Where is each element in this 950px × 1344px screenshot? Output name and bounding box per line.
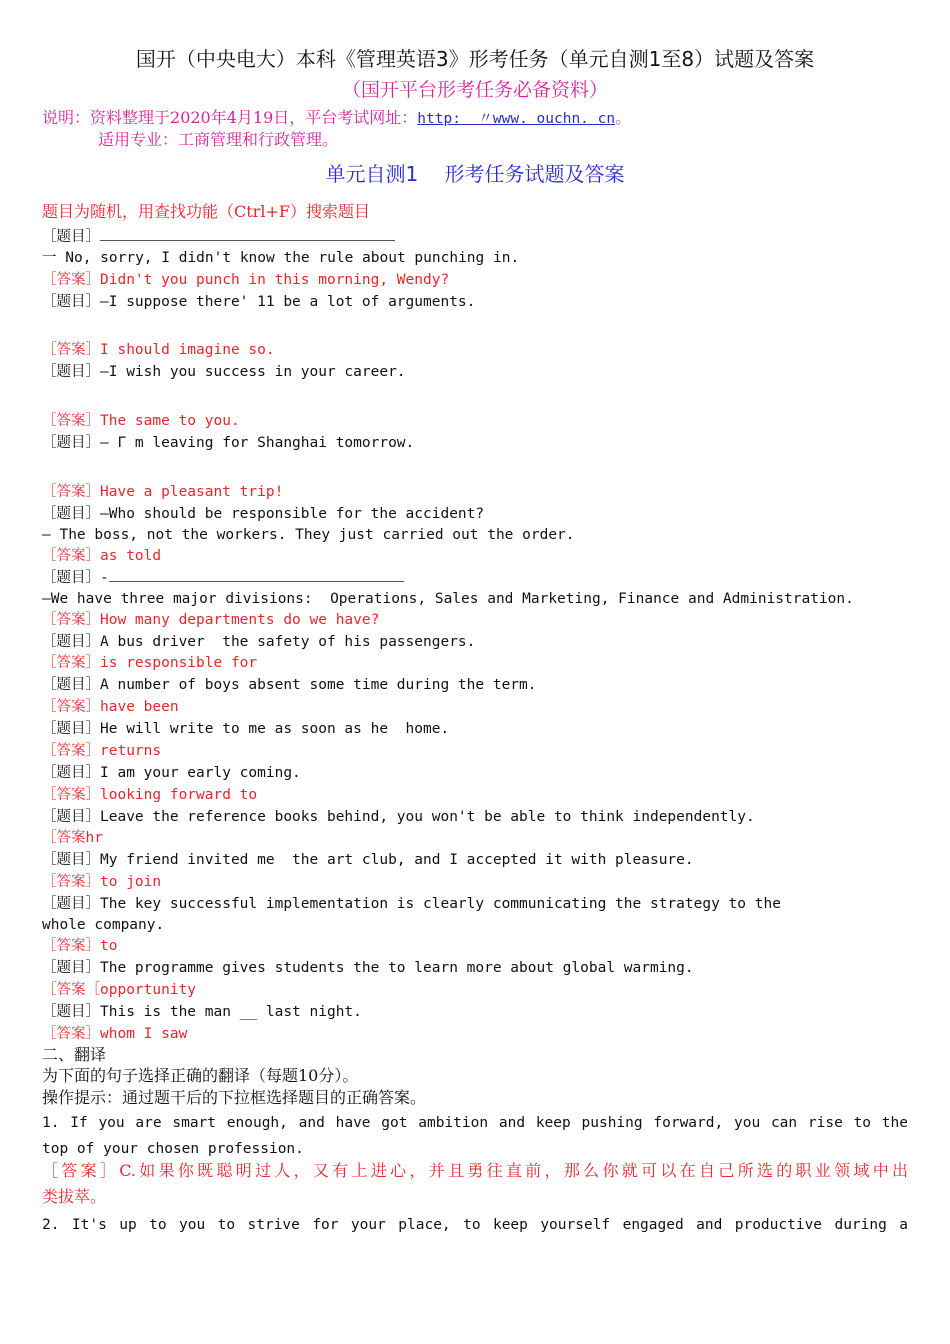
- question-text: A number of boys absent some time during the term.: [100, 677, 537, 693]
- answer-text: I should imagine so.: [100, 342, 275, 358]
- question-line: [42, 807, 755, 827]
- question-text: —I suppose there' 11 be a lot of arguments.: [100, 294, 476, 310]
- translation-answer-1: ［答案］C.如果你既聪明过人，又有上进心，并且勇往直前，那么你就可以在自己所选的职业领域中出: [42, 1161, 908, 1180]
- question-label: ［题目］: [42, 765, 100, 781]
- question-text: — Γ m leaving for Shanghai tomorrow.: [100, 435, 415, 451]
- answer-line: [42, 828, 103, 848]
- question-continuation: — The boss, not the workers. They just carried out the order.: [42, 527, 575, 543]
- answer-label: ［答案］: [42, 874, 100, 890]
- document-title: 国开（中央电大）本科《管理英语3》形考任务（单元自测1至8）试题及答案: [135, 47, 815, 71]
- answer-text: The same to you.: [100, 413, 240, 429]
- answer-text: Have a pleasant trip!: [100, 484, 284, 500]
- question-line: [42, 362, 406, 382]
- search-tip: 题目为随机，用查找功能（Ctrl+F）搜索题目: [42, 202, 370, 221]
- answer-line: [42, 340, 275, 360]
- translation-item-1-continuation: top of your chosen profession.: [42, 1141, 304, 1157]
- question-label: ［题目］: [42, 677, 100, 693]
- answer-line: [42, 653, 257, 673]
- answer-label: ［答案］: [42, 342, 100, 358]
- answer-blank: [109, 567, 404, 582]
- answer-text: have been: [100, 699, 179, 715]
- answer-label: ［答案］: [42, 1026, 100, 1042]
- answer-line: [42, 1024, 187, 1044]
- translation-item-2: 2. It's up to you to strive for your place, to keep yourself engaged and productive during a: [42, 1217, 908, 1233]
- majors-line: 适用专业：工商管理和行政管理。: [98, 130, 339, 149]
- question-text: -: [100, 570, 109, 586]
- answer-line: [42, 270, 449, 290]
- answer-text: Didn't you punch in this morning, Wendy?: [100, 272, 450, 288]
- answer-label: ［答案］: [42, 787, 100, 803]
- question-line: [42, 292, 475, 312]
- answer-label: ［答案］: [42, 548, 100, 564]
- question-line: [42, 1002, 362, 1022]
- question-line: [42, 504, 484, 524]
- answer-label: ［答案］: [42, 413, 100, 429]
- question-continuation: whole company.: [42, 917, 165, 933]
- note-end: 。: [615, 108, 632, 127]
- answer-blank: [100, 226, 395, 241]
- question-text: —Who should be responsible for the accident?: [100, 506, 485, 522]
- question-line: [42, 958, 694, 978]
- note-line: [42, 108, 631, 129]
- section-instruction: 为下面的句子选择正确的翻译（每题10分）。: [42, 1066, 359, 1085]
- answer-line: [42, 482, 283, 502]
- answer-label: ［答案: [42, 830, 86, 846]
- question-line: [42, 632, 475, 652]
- translation-item-1: 1. If you are smart enough, and have got ambition and keep pushing forward, you can rise to the: [42, 1115, 908, 1131]
- question-text: The programme gives students the to learn more about global warming.: [100, 960, 694, 976]
- platform-link[interactable]: http: 〃www. ouchn. cn: [417, 111, 616, 127]
- question-text: This is the man __ last night.: [100, 1004, 362, 1020]
- answer-label: ［答案］: [42, 699, 100, 715]
- answer-text: opportunity: [100, 982, 197, 998]
- note-label: 说明：: [42, 108, 91, 127]
- answer-line: [42, 785, 257, 805]
- question-line: [42, 226, 395, 247]
- operation-hint: 操作提示：通过题干后的下拉框选择题目的正确答案。: [42, 1088, 427, 1107]
- answer-line: [42, 741, 161, 761]
- question-text: The key successful implementation is clearly communicating the strategy to the: [100, 896, 781, 912]
- answer-text: returns: [100, 743, 162, 759]
- question-line: [42, 850, 694, 870]
- question-text: I am your early coming.: [100, 765, 301, 781]
- answer-text: to: [100, 938, 118, 954]
- question-label: ［题目］: [42, 506, 100, 522]
- question-text: My friend invited me the art club, and I accepted it with pleasure.: [100, 852, 694, 868]
- question-continuation: 一 No, sorry, I didn't know the rule about punching in.: [42, 250, 520, 266]
- question-label: ［题目］: [42, 1004, 100, 1020]
- answer-label: ［答案］: [42, 743, 100, 759]
- translation-answer-1-continuation: 类拔萃。: [42, 1187, 107, 1206]
- question-label: ［题目］: [42, 364, 100, 380]
- answer-label: ［答案］: [42, 655, 100, 671]
- answer-label: ［答案］: [42, 612, 100, 628]
- question-text: Leave the reference books behind, you won't be able to think independently.: [100, 809, 755, 825]
- question-label: ［题目］: [42, 896, 100, 912]
- answer-text: as told: [100, 548, 162, 564]
- answer-text: to join: [100, 874, 162, 890]
- question-label: ［题目］: [42, 435, 100, 451]
- question-label: ［题目］: [42, 570, 100, 586]
- question-text: He will write to me as soon as he home.: [100, 721, 450, 737]
- question-continuation: —We have three major divisions: Operations, Sales and Marketing, Finance and Administration.: [42, 591, 854, 607]
- answer-line: [42, 697, 179, 717]
- answer-label: ［答案］: [42, 484, 100, 500]
- answer-line: [42, 546, 161, 566]
- document-subtitle: （国开平台形考任务必备资料）: [341, 79, 608, 101]
- question-label: ［题目］: [42, 960, 100, 976]
- question-label: ［题目］: [42, 809, 100, 825]
- question-label: ［题目］: [42, 294, 100, 310]
- question-label: ［题目］: [42, 634, 100, 650]
- answer-line: [42, 872, 161, 892]
- answer-text: hr: [85, 830, 103, 846]
- answer-line: [42, 980, 196, 1000]
- question-label: ［题目］: [42, 229, 100, 245]
- question-line: [42, 433, 414, 453]
- answer-label: ［答案］: [42, 272, 100, 288]
- question-text: A bus driver the safety of his passengers.: [100, 634, 476, 650]
- question-line: [42, 763, 301, 783]
- question-text: —I wish you success in your career.: [100, 364, 406, 380]
- question-line: [42, 675, 537, 695]
- question-line: [42, 894, 781, 914]
- question-line: [42, 567, 404, 588]
- section-heading: 二、翻译: [42, 1045, 107, 1064]
- answer-text: looking forward to: [100, 787, 258, 803]
- answer-line: [42, 411, 240, 431]
- question-label: ［题目］: [42, 852, 100, 868]
- unit-heading: 单元自测1 形考任务试题及答案: [325, 162, 625, 186]
- answer-line: [42, 936, 117, 956]
- answer-text: whom I saw: [100, 1026, 188, 1042]
- question-line: [42, 719, 449, 739]
- answer-text: How many departments do we have?: [100, 612, 380, 628]
- answer-label: ［答案］: [42, 938, 100, 954]
- question-label: ［题目］: [42, 721, 100, 737]
- answer-label: ［答案［: [42, 982, 100, 998]
- answer-line: [42, 610, 379, 630]
- answer-text: is responsible for: [100, 655, 258, 671]
- note-text: 资料整理于2020年4月19日，平台考试网址：: [90, 108, 418, 127]
